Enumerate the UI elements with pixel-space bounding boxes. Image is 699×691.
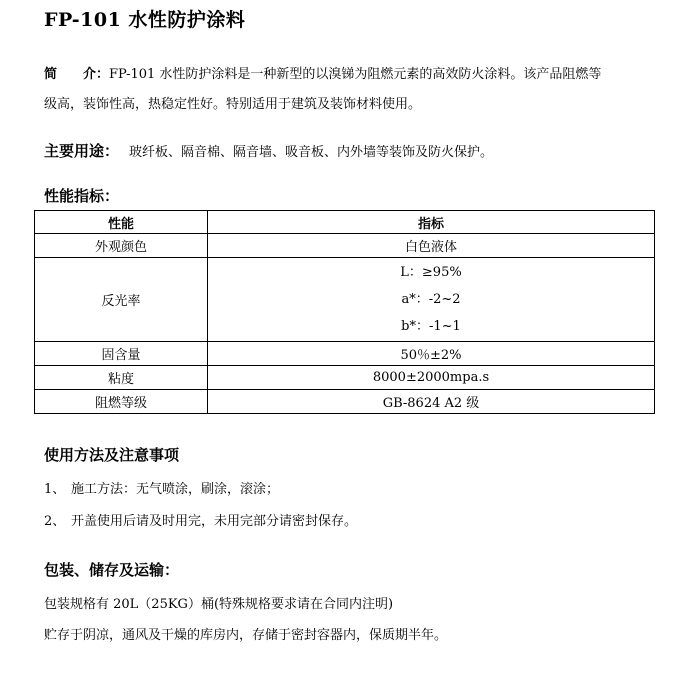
intro-line-1	[44, 63, 601, 82]
table-header-row	[35, 211, 655, 234]
table-row	[35, 366, 655, 390]
row-name: 反光率	[35, 258, 208, 342]
table-row	[35, 258, 655, 342]
table-row	[35, 234, 655, 258]
item-number: 2、	[44, 514, 66, 529]
intro-text-2: 级高，装饰性高，热稳定性好。特别适用于建筑及装饰材料使用。	[44, 97, 422, 112]
row-value: b*：-1~1	[401, 319, 461, 334]
row-value: a*：-2~2	[401, 292, 461, 307]
method-heading: 使用方法及注意事项	[44, 446, 180, 464]
row-name: 固含量	[35, 342, 208, 366]
row-name: 阻燃等级	[35, 390, 208, 414]
row-name: 粘度	[35, 366, 208, 390]
packaging-line-1: 包装规格有 20L（25KG）桶(特殊规格要求请在合同内注明)	[44, 597, 394, 612]
document-title: FP-101 水性防护涂料	[44, 9, 246, 31]
item-text: 施工方法：无气喷涂，刷涂，滚涂；	[71, 482, 280, 497]
usage-text: 玻纤板、隔音棉、隔音墙、吸音板、内外墙等装饰及防火保护。	[129, 145, 494, 160]
item-text: 开盖使用后请及时用完，未用完部分请密封保存。	[71, 514, 358, 529]
method-item-1	[44, 478, 279, 497]
row-name: 外观颜色	[35, 234, 208, 258]
specs-table	[34, 210, 655, 414]
table-row	[35, 342, 655, 366]
usage-line	[44, 140, 493, 161]
row-value: 白色液体	[208, 234, 655, 258]
header-property: 性能	[35, 211, 208, 234]
specs-heading: 性能指标：	[44, 187, 120, 205]
item-number: 1、	[44, 482, 66, 497]
usage-label: 主要用途：	[44, 142, 120, 160]
packaging-line-2: 贮存于阴凉，通风及干燥的库房内，存储于密封容器内，保质期半年。	[44, 628, 448, 643]
intro-text-1: FP-101 水性防护涂料是一种新型的以溴锑为阻燃元素的高效防火涂料。该产品阻燃等	[109, 67, 602, 82]
row-value: GB-8624 A2 级	[208, 390, 655, 414]
header-spec: 指标	[208, 211, 655, 234]
packaging-heading: 包装、储存及运输：	[44, 561, 180, 579]
method-item-2	[44, 510, 357, 529]
table-row	[35, 390, 655, 414]
intro-label: 简 介：	[44, 67, 110, 82]
row-value-list	[208, 258, 655, 342]
row-value: L：≥95%	[400, 265, 462, 280]
row-value: 50％±2%	[208, 342, 655, 366]
row-value: 8000±2000mpa.s	[208, 366, 655, 390]
